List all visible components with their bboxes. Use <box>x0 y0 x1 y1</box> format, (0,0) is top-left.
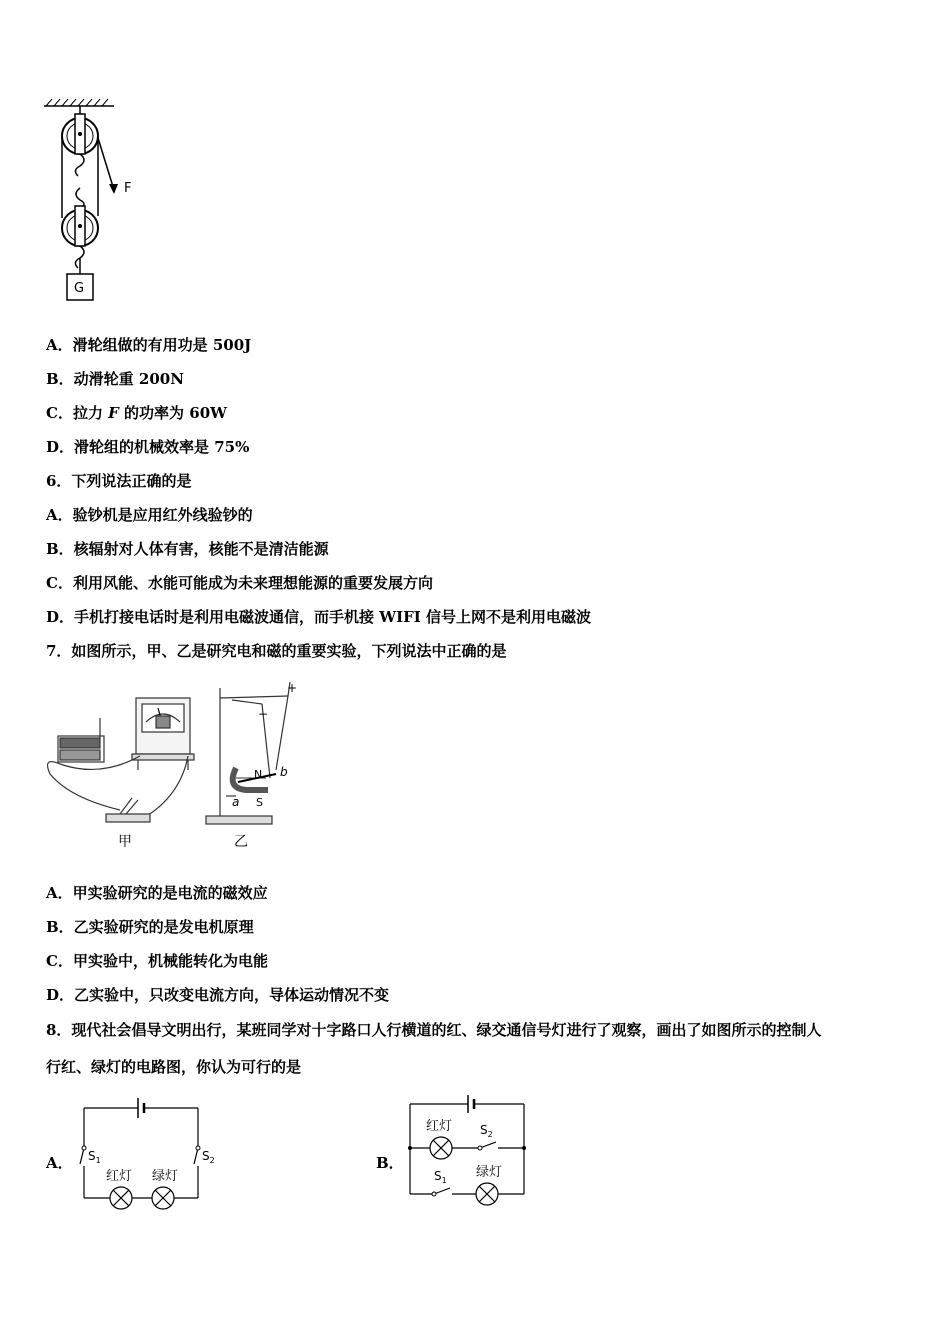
q7-stem: 7．如图所示，甲、乙是研究电和磁的重要实验，下列说法中正确的是 <box>46 642 507 660</box>
q5-option-c-var: F <box>108 404 119 422</box>
label-jia: 甲 <box>118 834 132 850</box>
svg-text:S1 <box>88 1149 101 1165</box>
q5-option-b[interactable]: B．动滑轮重 200N <box>46 370 184 388</box>
q6-stem: 6．下列说法正确的是 <box>46 472 192 490</box>
circuit-b <box>404 1092 544 1206</box>
label-yi: 乙 <box>234 834 248 850</box>
q7-option-d[interactable]: D．乙实验中，只改变电流方向，导体运动情况不变 <box>46 986 390 1004</box>
circuit-b-red-lamp: 红灯 <box>426 1119 453 1134</box>
q7-option-c[interactable]: C．甲实验中，机械能转化为电能 <box>46 952 268 970</box>
circuit-a-red-lamp: 红灯 <box>106 1169 133 1184</box>
motor-setup <box>206 682 290 824</box>
circuit-b-s2: S <box>480 1123 488 1137</box>
galvanometer-setup <box>48 698 194 822</box>
circuit-a-s2-sub: 2 <box>209 1156 215 1165</box>
label-n: N <box>254 768 263 781</box>
circuit-a-s1: S <box>88 1149 96 1163</box>
label-b: b <box>280 765 288 779</box>
q6-option-a[interactable]: A．验钞机是应用红外线验钞的 <box>46 506 253 524</box>
q5-option-c-suffix: 的功率为 60W <box>118 404 227 422</box>
q6-option-c[interactable]: C．利用风能、水能可能成为未来理想能源的重要发展方向 <box>46 574 433 592</box>
circuit-a-s2: S <box>202 1149 210 1163</box>
q5-option-a[interactable]: A．滑轮组做的有用功是 500J <box>46 336 252 354</box>
q8-stem-line2: 行红、绿灯的电路图，你认为可行的是 <box>46 1058 302 1076</box>
label-plus: + <box>287 681 298 695</box>
circuit-a <box>72 1094 232 1214</box>
q6-option-d[interactable]: D．手机打接电话时是利用电磁波通信，而手机接 WIFI 信号上网不是利用电磁波 <box>46 608 591 626</box>
svg-text:S2 <box>480 1123 493 1139</box>
svg-text:S1 <box>434 1169 447 1185</box>
q8-option-a-label[interactable]: A． <box>46 1154 73 1172</box>
circuit-a-green-lamp: 绿灯 <box>152 1169 179 1184</box>
q5-option-c[interactable] <box>46 403 227 423</box>
q5-option-d[interactable]: D．滑轮组的机械效率是 75% <box>46 438 250 456</box>
q6-option-b[interactable]: B．核辐射对人体有害，核能不是清洁能源 <box>46 540 329 558</box>
circuit-b-s1-sub: 1 <box>441 1176 447 1185</box>
q8-option-b-label[interactable]: B． <box>376 1154 404 1172</box>
force-label: F <box>124 181 132 196</box>
q5-option-c-prefix: C．拉力 <box>46 404 109 422</box>
q7-experiment-figure <box>40 678 340 860</box>
label-a: a <box>232 795 240 809</box>
label-s: S <box>256 796 263 809</box>
circuit-b-green-lamp: 绿灯 <box>476 1165 503 1180</box>
q7-option-a[interactable]: A．甲实验研究的是电流的磁效应 <box>46 884 268 902</box>
circuit-b-s1: S <box>434 1169 442 1183</box>
q8-stem-line1: 8．现代社会倡导文明出行，某班同学对十字路口人行横道的红、绿交通信号灯进行了观察，画出了如图所示的控制人 <box>46 1021 822 1039</box>
circuit-b-s2-sub: 2 <box>487 1130 493 1139</box>
circuit-a-s1-sub: 1 <box>95 1156 101 1165</box>
weight-label: G <box>74 281 85 296</box>
label-minus: − <box>258 707 269 721</box>
svg-text:S2 <box>202 1149 215 1165</box>
pulley-system-figure <box>40 98 150 308</box>
q7-option-b[interactable]: B．乙实验研究的是发电机原理 <box>46 918 254 936</box>
